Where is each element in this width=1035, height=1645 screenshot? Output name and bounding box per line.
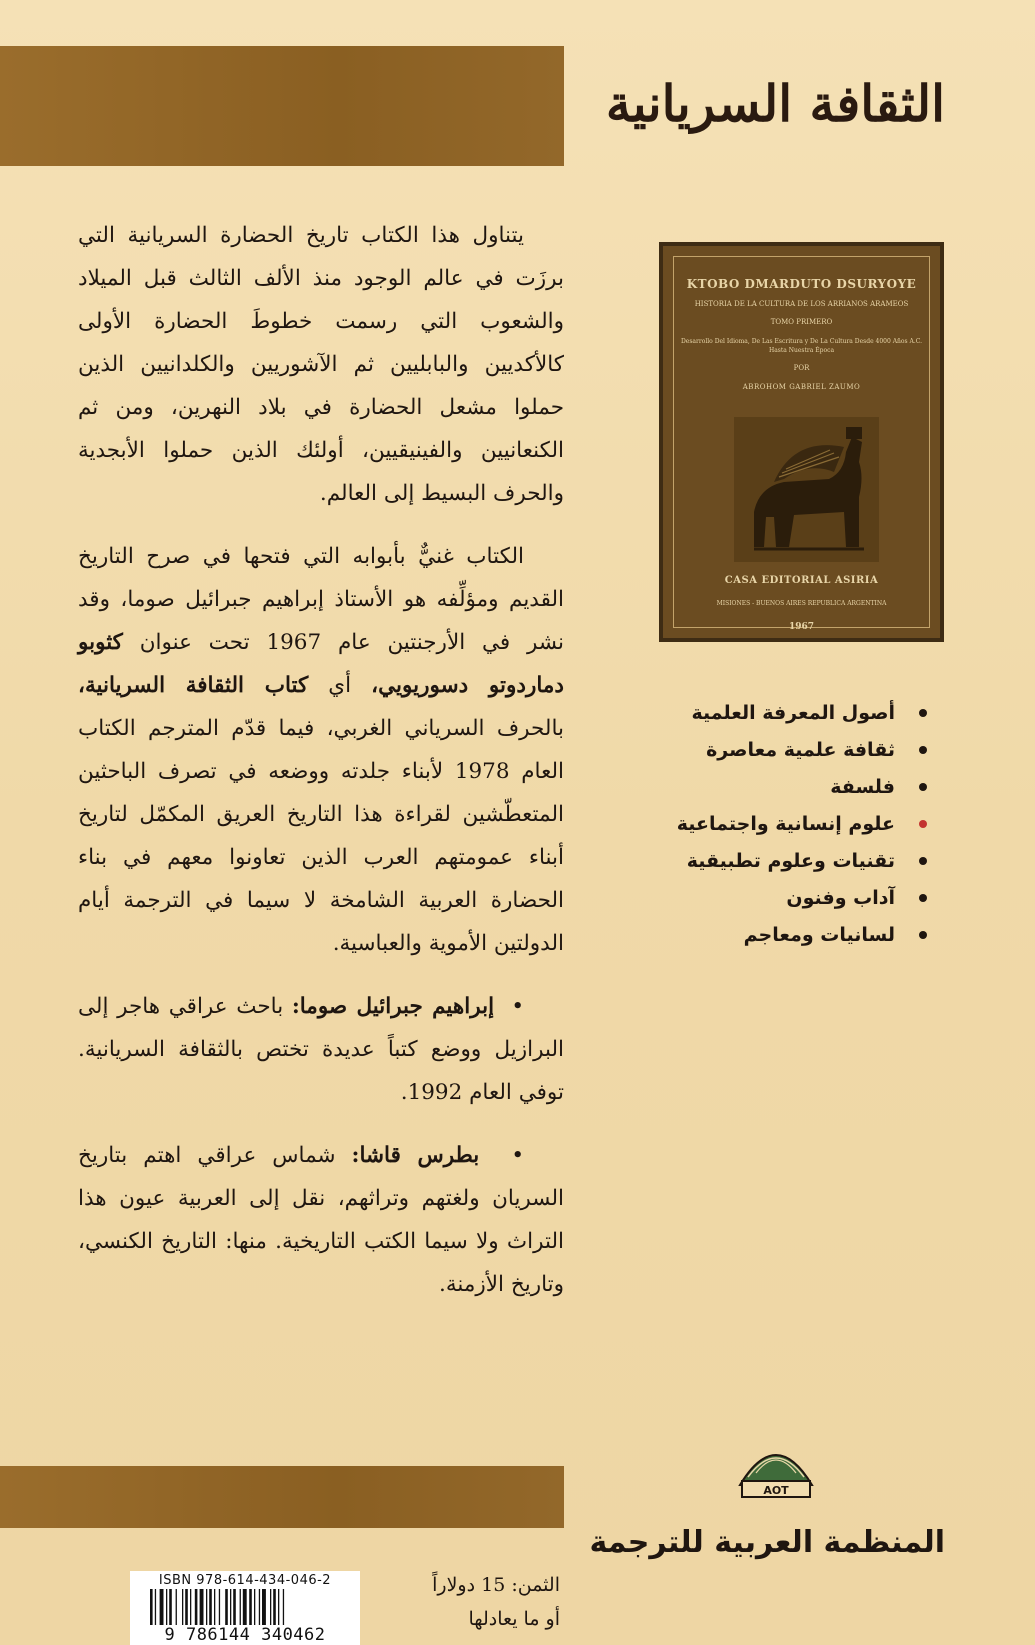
bullet-icon xyxy=(919,709,927,717)
original-cover-year: 1967 xyxy=(788,622,815,632)
series-item xyxy=(677,843,927,880)
series-item-highlighted xyxy=(677,806,927,843)
original-cover-subtitle: HISTORIA DE LA CULTURA DE LOS ARRIANOS ARAMEOS xyxy=(694,300,909,308)
original-cover-por: POR xyxy=(793,364,810,372)
bullet-icon xyxy=(919,820,927,828)
series-item xyxy=(677,917,927,954)
publisher-logo-icon xyxy=(730,1433,822,1503)
series-item-label: ثقافة علمية معاصرة xyxy=(706,739,895,761)
isbn-barcode xyxy=(130,1571,360,1645)
series-item-label: تقنيات وعلوم تطبيقية xyxy=(686,850,895,872)
bullet-icon xyxy=(919,894,927,902)
isbn-number: 9 786144 340462 xyxy=(164,1625,326,1645)
isbn-label: ISBN 978-614-434-046-2 xyxy=(158,1573,332,1588)
author-name: إبراهيم جبرائيل صوما: xyxy=(291,994,495,1019)
original-cover-city: MISIONES - BUENOS AIRES REPUBLICA ARGENTINA xyxy=(716,600,887,607)
bullet-icon xyxy=(919,783,927,791)
price-equivalent: أو ما يعادلها xyxy=(468,1608,560,1630)
description-text: بالحرف السرياني الغربي، فيما قدّم المترجم الكتاب العام 1978 لأبناء جلدته ووضعه في تصرف الباحثين المتعطّشين لقراءة هذا التاريخ العريق المكمّل لتاريخ أبناء عمومتهم العرب الذين تعاونوا معهم في بناء الحضارة العربية الشامخة لا سيما في الترجمة أيام الدولتين الأموية والعباسية. xyxy=(78,716,564,956)
description-paragraph-2 xyxy=(78,535,564,965)
series-list xyxy=(677,695,927,954)
bullet-icon: • xyxy=(511,994,524,1019)
original-cover-desc: Desarrollo Del Idioma, De Las Escritura y De La Cultura Desde 4000 Años A.C. Hasta Nuestra Época xyxy=(680,338,923,354)
series-item-label: أصول المعرفة العلمية xyxy=(691,702,895,724)
book-title: الثقافة السريانية xyxy=(605,74,945,133)
winged-bull-icon xyxy=(734,417,879,562)
series-item xyxy=(677,769,927,806)
series-item-label: فلسفة xyxy=(830,776,895,798)
description-column xyxy=(78,214,564,1326)
bullet-icon: • xyxy=(511,1143,524,1168)
bullet-icon xyxy=(919,857,927,865)
series-item xyxy=(677,880,927,917)
original-cover-publisher: CASA EDITORIAL ASIRIA xyxy=(724,575,879,586)
barcode-bars xyxy=(148,1589,348,1625)
translator-bio xyxy=(78,1134,564,1306)
original-title-transliteration: كثوبو دماردوتو دسوريويي، xyxy=(78,630,564,698)
original-cover-image xyxy=(659,242,944,642)
bullet-icon xyxy=(919,931,927,939)
description-text: أي xyxy=(308,673,372,698)
series-item xyxy=(677,732,927,769)
price-block xyxy=(395,1568,560,1636)
top-decorative-band xyxy=(0,46,564,166)
series-item-label: آداب وفنون xyxy=(786,887,895,909)
price-label: الثمن: 15 دولاراً xyxy=(432,1574,560,1596)
translator-name: بطرس قاشا: xyxy=(351,1143,480,1168)
author-bio-text: باحث عراقي هاجر إلى البرازيل ووضع كتباً عديدة تختص بالثقافة السريانية. توفي العام 1992. xyxy=(78,994,564,1105)
original-cover-author: ABROHOM GABRIEL ZAUMO xyxy=(742,383,861,391)
description-text: الكتاب غنيٌّ بأبوابه التي فتحها في صرح التاريخ القديم ومؤلِّفه هو الأستاذ إبراهيم جبرائيل صوما، وقد نشر في الأرجنتين عام 1967 تحت عنوان xyxy=(78,544,564,655)
series-item-label: علوم إنسانية واجتماعية xyxy=(676,813,895,835)
original-title-translation: كتاب الثقافة السريانية، xyxy=(78,673,309,698)
series-item-label: لسانيات ومعاجم xyxy=(743,924,895,946)
series-item xyxy=(677,695,927,732)
publisher-name: المنظمة العربية للترجمة xyxy=(589,1525,945,1560)
translator-bio-text: شماس عراقي اهتم بتاريخ السريان ولغتهم وتراثهم، نقل إلى العربية عيون هذا التراث ولا سيما الكتب التاريخية. منها: التاريخ الكنسي، وتاريخ الأزمنة. xyxy=(78,1143,564,1297)
bottom-decorative-band xyxy=(0,1466,564,1528)
svg-text:AOT: AOT xyxy=(763,1484,789,1497)
description-paragraph-1: يتناول هذا الكتاب تاريخ الحضارة السريانية التي برزَت في عالم الوجود منذ الألف الثالث قبل الميلاد والشعوب التي رسمت خطوطَ الحضارة الأولى كالأكديين والبابليين ثم الآشوريين والكلدانيين الذين حملوا مشعل الحضارة في بلاد النهرين، ومن ثم الكنعانيين والفينيقيين، أولئك الذين حملوا الأبجدية والحرف البسيط إلى العالم. xyxy=(78,223,564,506)
author-bio xyxy=(78,985,564,1114)
original-cover-frame xyxy=(673,256,930,632)
bullet-icon xyxy=(919,746,927,754)
original-cover-tome: TOMO PRIMERO xyxy=(770,318,833,326)
original-cover-title: KTOBO DMARDUTO DSURYOYE xyxy=(686,277,917,291)
